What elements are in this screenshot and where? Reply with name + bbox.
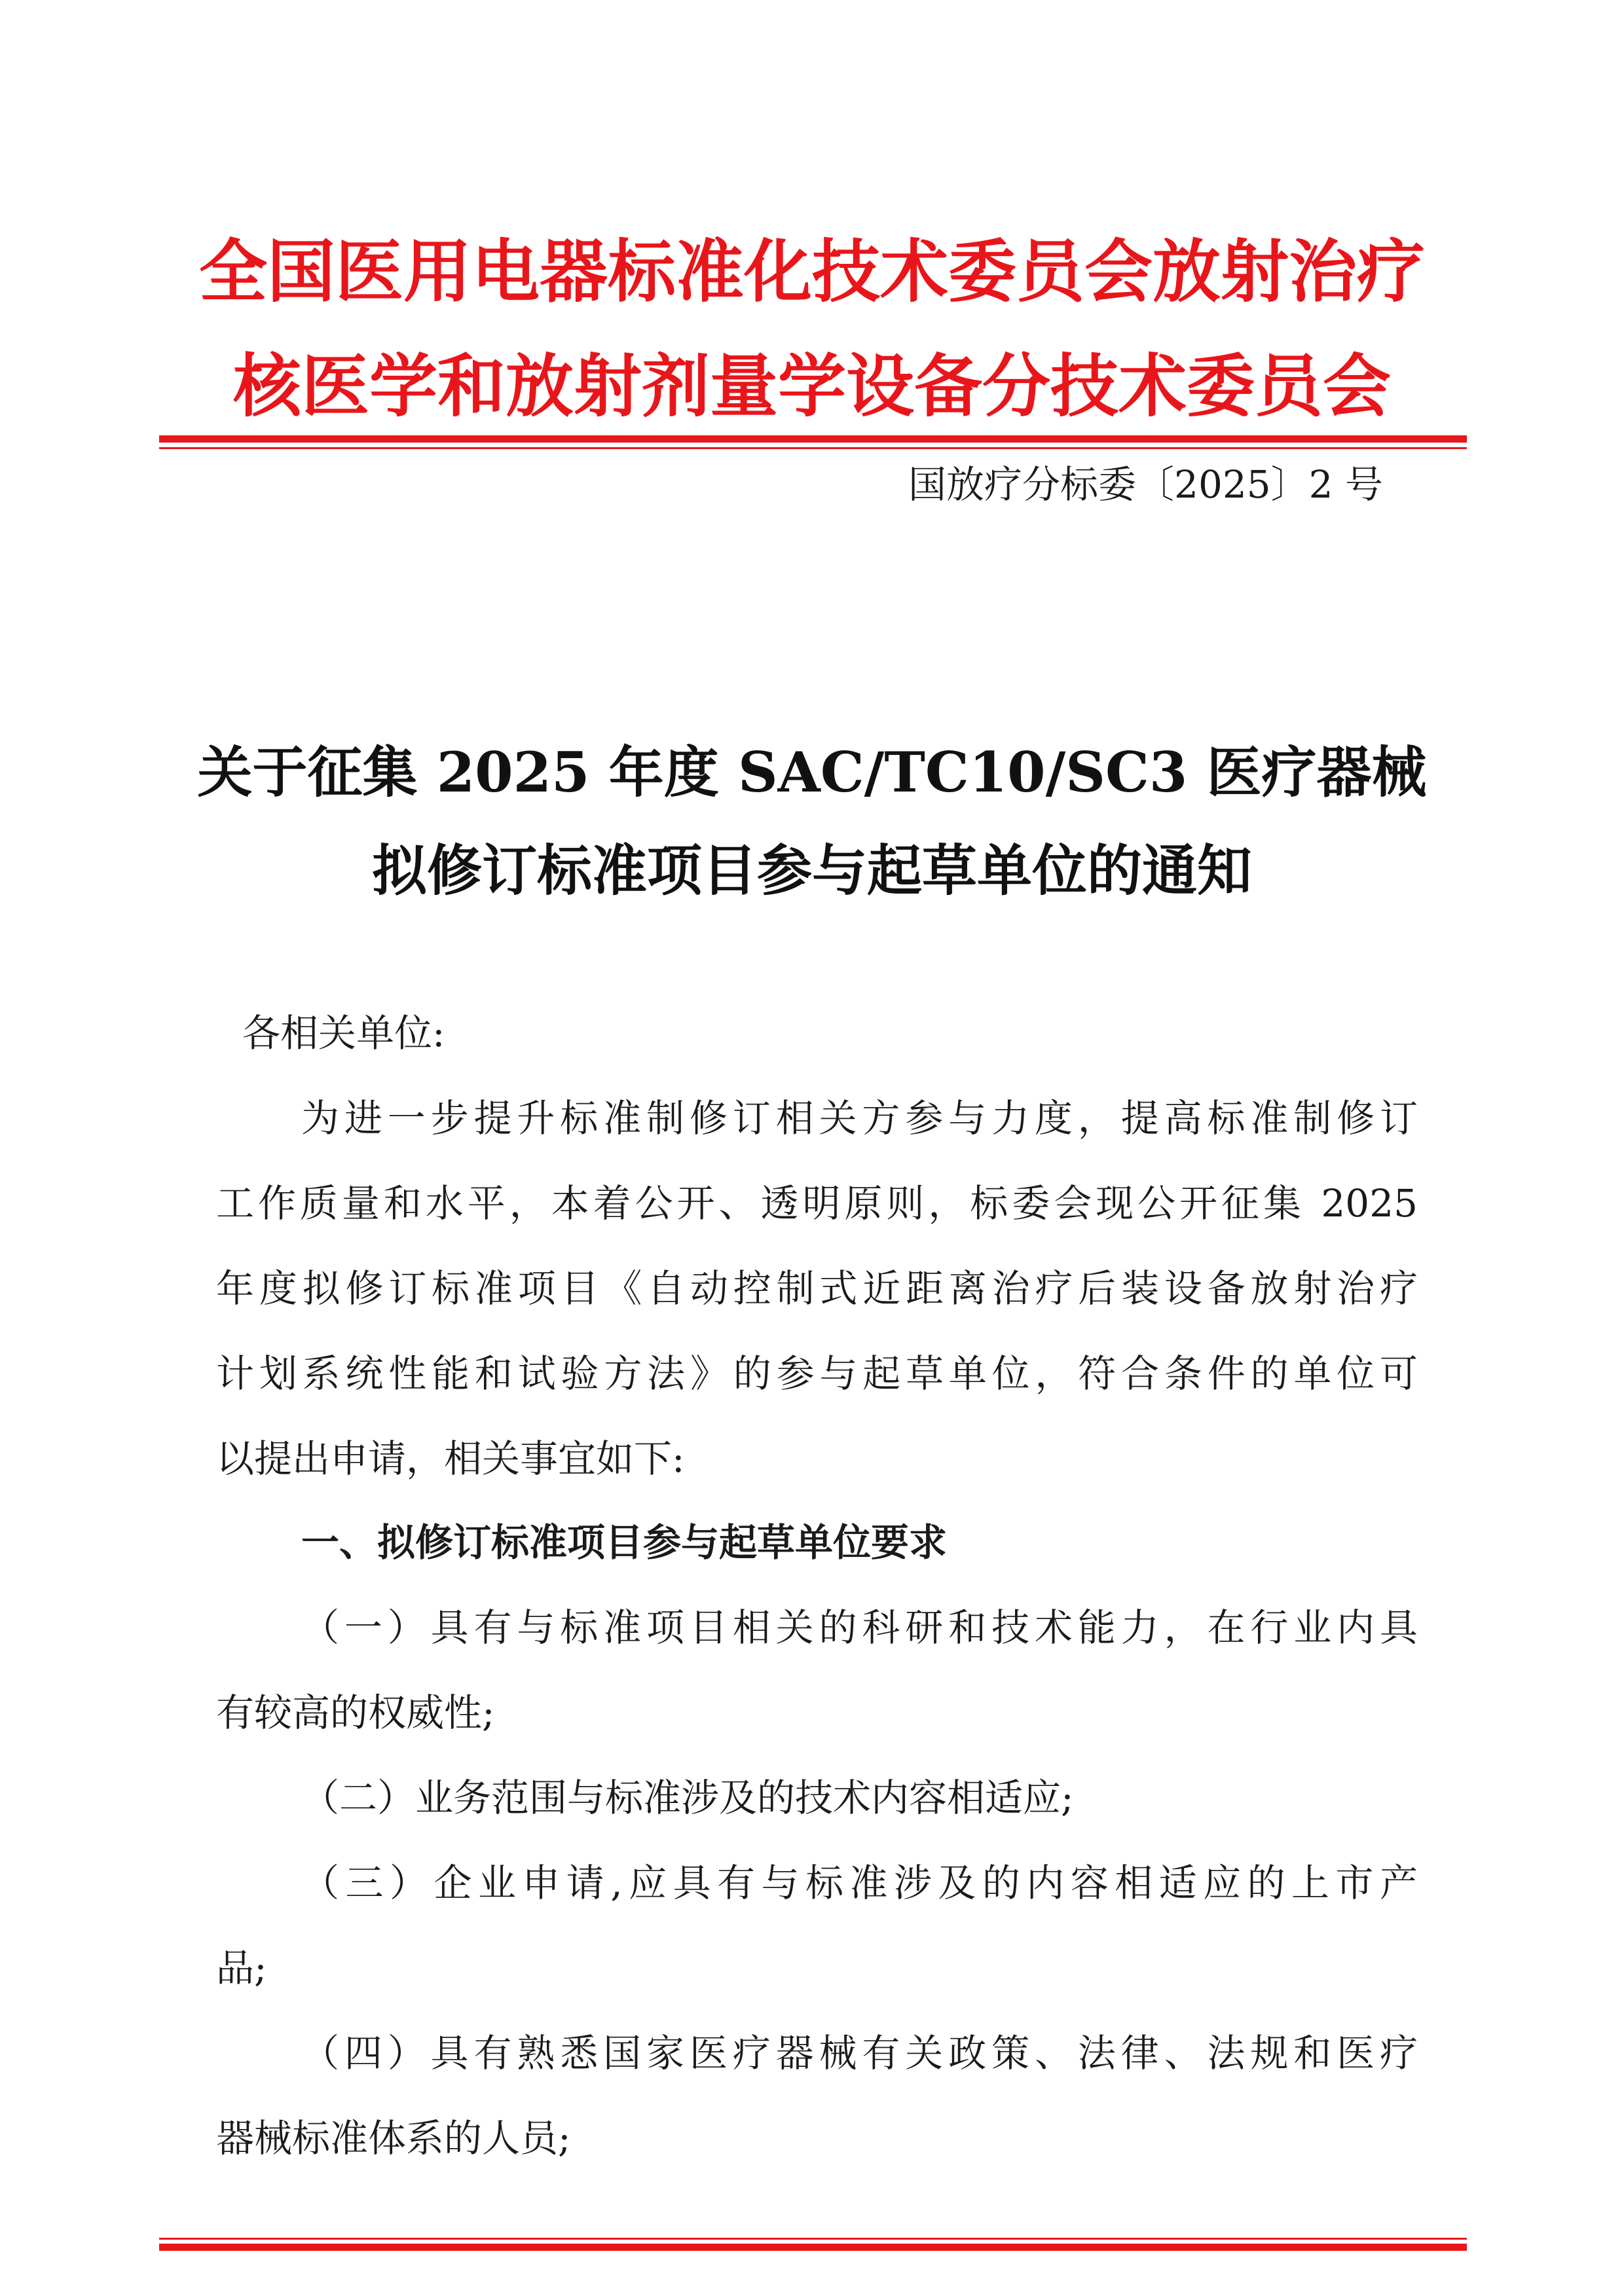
notice-title-line1: 关于征集 2025 年度 SAC/TC10/SC3 医疗器械: [197, 740, 1427, 805]
header-rule-thick: [159, 435, 1467, 443]
footer-rule-thick: [159, 2244, 1467, 2251]
requirement-item-1-cont: 有较高的权威性;: [216, 1690, 495, 1735]
requirement-item-2: （二）业务范围与标准涉及的技术内容相适应;: [301, 1776, 1074, 1820]
requirement-item-1: （一）具有与标准项目相关的科研和技术能力，在行业内具: [301, 1605, 1418, 1650]
notice-title-line2: 拟修订标准项目参与起草单位的通知: [371, 838, 1252, 903]
requirement-item-3-cont: 品;: [216, 1946, 267, 1990]
footer-rule-thin: [159, 2238, 1467, 2240]
intro-paragraph-line: 计划系统性能和试验方法》的参与起草单位，符合条件的单位可: [216, 1351, 1418, 1396]
issuing-organization-line2: 核医学和放射剂量学设备分技术委员会: [232, 346, 1391, 426]
salutation: 各相关单位:: [242, 1011, 445, 1055]
requirement-item-4-cont: 器械标准体系的人员;: [216, 2116, 571, 2160]
intro-paragraph-line: 工作质量和水平，本着公开、透明原则，标委会现公开征集 2025: [216, 1181, 1418, 1226]
requirement-item-3: （三）企业申请,应具有与标准涉及的内容相适应的上市产: [301, 1861, 1418, 1905]
requirement-item-4: （四）具有熟悉国家医疗器械有关政策、法律、法规和医疗: [301, 2031, 1418, 2075]
intro-paragraph-line: 为进一步提升标准制修订相关方参与力度，提高标准制修订: [301, 1096, 1418, 1140]
header-rule-thin: [159, 447, 1467, 449]
intro-paragraph-line: 以提出申请，相关事宜如下:: [216, 1436, 685, 1481]
issuing-organization-line1: 全国医用电器标准化技术委员会放射治疗: [198, 231, 1425, 312]
document-number: 国放疗分标委〔2025〕2 号: [908, 462, 1383, 507]
section-heading-1: 一、拟修订标准项目参与起草单位要求: [301, 1520, 948, 1565]
intro-paragraph-line: 年度拟修订标准项目《自动控制式近距离治疗后装设备放射治疗: [216, 1266, 1418, 1311]
